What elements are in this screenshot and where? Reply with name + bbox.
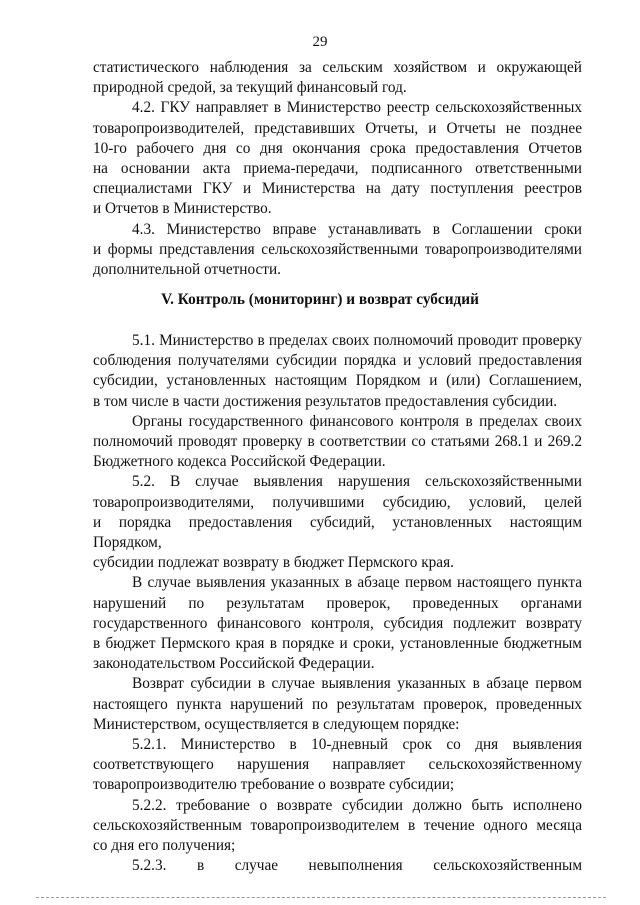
text-line: 5.2.1. Министерство в 10-дневный срок со дня выявления xyxy=(132,736,582,754)
text-line: субсидии, установленных настоящим Порядком и (или) Соглашением, xyxy=(93,372,582,390)
text-line: Министерством, осуществляется в следующем порядке: xyxy=(93,715,460,733)
text-line: 4.2. ГКУ направляет в Министерство реестр сельскохозяйственных xyxy=(132,99,582,117)
text-line: 5.2. В случае выявления нарушения сельскохозяйственными xyxy=(132,473,582,491)
text-line: товаропроизводителей, представивших Отчеты, и Отчеты не позднее xyxy=(93,119,582,137)
text-line: государственного финансового контроля, субсидия подлежит возврату xyxy=(93,614,582,632)
text-line: и формы представления сельскохозяйственными товаропроизводителями xyxy=(93,240,582,258)
text-line: сельскохозяйственным товаропроизводителем в течение одного месяца xyxy=(93,816,582,834)
section-5-text xyxy=(93,331,582,876)
text-line: Органы государственного финансового контроля в пределах своих xyxy=(132,412,582,430)
text-line: со дня его получения; xyxy=(93,837,236,855)
text-line: дополнительной отчетности. xyxy=(93,261,281,279)
text-line: в бюджет Пермского края в порядке и сроки, установленные бюджетным xyxy=(93,635,582,653)
text-line: соответствующего нарушения направляет сельскохозяйственному xyxy=(93,756,582,774)
text-line: соблюдения получателями субсидии порядка и условий предоставления xyxy=(93,352,582,370)
text-line: В случае выявления указанных в абзаце первом настоящего пункта xyxy=(132,574,582,592)
section-4-text xyxy=(93,58,582,280)
section-heading: V. Контроль (мониторинг) и возврат субсидий xyxy=(161,291,479,308)
text-line: и Отчетов в Министерство. xyxy=(93,200,272,218)
text-line: полномочий проводят проверку в соответствии со статьями 268.1 и 269.2 xyxy=(93,433,582,451)
text-line: на основании акта приема-передачи, подписанного ответственными xyxy=(93,160,582,178)
text-line: субсидии подлежат возврату в бюджет Пермского края. xyxy=(93,554,454,572)
page-number: 29 xyxy=(312,34,328,50)
text-line: 4.3. Министерство вправе устанавливать в Соглашении сроки xyxy=(132,220,582,238)
text-line: специалистами ГКУ и Министерства на дату поступления реестров xyxy=(93,180,582,198)
text-line: в том числе в части достижения результатов предоставления субсидии. xyxy=(93,392,558,410)
text-line: и порядка предоставления субсидий, установленных настоящим Порядком, xyxy=(93,513,582,552)
text-line: нарушений по результатам проверок, проведенных органами xyxy=(93,594,582,612)
text-line: природной средой, за текущий финансовый год. xyxy=(93,79,407,97)
text-line: настоящего пункта нарушений по результатам проверок, проведенных xyxy=(93,695,582,713)
text-line: товаропроизводителями, получившими субсидию, условий, целей xyxy=(93,493,582,511)
text-line: 10-го рабочего дня со дня окончания срока предоставления Отчетов xyxy=(93,139,582,157)
text-line: товаропроизводителю требование о возврате субсидии; xyxy=(93,776,455,794)
text-line: 5.1. Министерство в пределах своих полномочий проводит проверку xyxy=(132,332,582,349)
text-line: Возврат субсидии в случае выявления указанных в абзаце первом xyxy=(132,675,582,693)
text-line: 5.2.2. требование о возврате субсидии должно быть исполнено xyxy=(132,796,582,814)
text-line: законодательством Российской Федерации. xyxy=(93,655,375,673)
page-bottom-rule xyxy=(36,897,606,898)
text-line: статистического наблюдения за сельским хозяйством и окружающей xyxy=(93,59,582,76)
text-line: Бюджетного кодекса Российской Федерации. xyxy=(93,453,386,471)
text-line: 5.2.3. в случае невыполнения сельскохозяйственным xyxy=(132,857,582,875)
